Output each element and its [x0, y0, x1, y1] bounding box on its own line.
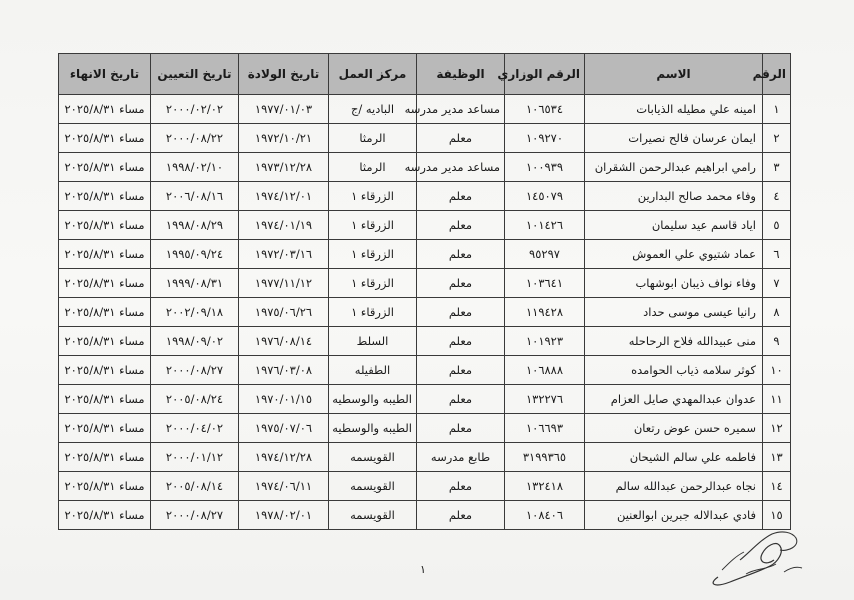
column-header: الرقم [763, 54, 791, 95]
appointment-date-cell: ١٩٩٩/٠٨/٣١ [151, 269, 239, 298]
job-title-cell: معلم [417, 240, 505, 269]
end-date-cell: مساء ٢٠٢٥/٨/٣١ [59, 95, 151, 124]
employee-name-cell: وفاء نواف ذيبان ابوشهاب [585, 269, 763, 298]
ministry-number-cell: ١٠٦٦٩٣ [505, 414, 585, 443]
job-title-cell: معلم [417, 124, 505, 153]
table-body [59, 95, 791, 530]
row-number-cell: ٦ [763, 240, 791, 269]
appointment-date-cell: ١٩٩٨/٠٨/٢٩ [151, 211, 239, 240]
appointment-date-cell: ٢٠٠٥/٠٨/٢٤ [151, 385, 239, 414]
employee-name-cell: رانيا عيسى موسى حداد [585, 298, 763, 327]
row-number-cell: ٣ [763, 153, 791, 182]
end-date-cell: مساء ٢٠٢٥/٨/٣١ [59, 385, 151, 414]
ministry-number-cell: ١٠٨٤٠٦ [505, 501, 585, 530]
job-title-cell: مساعد مدير مدرسه [417, 153, 505, 182]
birth-date-cell: ١٩٧٦/٠٣/٠٨ [239, 356, 329, 385]
end-date-cell: مساء ٢٠٢٥/٨/٣١ [59, 124, 151, 153]
work-center-cell: الزرقاء ١ [329, 240, 417, 269]
work-center-cell: الزرقاء ١ [329, 269, 417, 298]
ministry-number-cell: ١٠٩٢٧٠ [505, 124, 585, 153]
row-number-cell: ١١ [763, 385, 791, 414]
table-row [59, 385, 791, 414]
end-date-cell: مساء ٢٠٢٥/٨/٣١ [59, 298, 151, 327]
employee-name-cell: فاطمه علي سالم الشيحان [585, 443, 763, 472]
work-center-cell: الزرقاء ١ [329, 211, 417, 240]
birth-date-cell: ١٩٧٤/٠١/١٩ [239, 211, 329, 240]
row-number-cell: ١٤ [763, 472, 791, 501]
birth-date-cell: ١٩٧٨/٠٢/٠١ [239, 501, 329, 530]
employee-name-cell: منى عبيدالله فلاح الرحاحله [585, 327, 763, 356]
employee-name-cell: نجاه عبدالرحمن عبدالله سالم [585, 472, 763, 501]
column-header: تاريخ التعيين [151, 54, 239, 95]
end-date-cell: مساء ٢٠٢٥/٨/٣١ [59, 269, 151, 298]
column-header: الرقم الوزاري [505, 54, 585, 95]
table-row [59, 443, 791, 472]
appointment-date-cell: ١٩٩٨/٠٩/٠٢ [151, 327, 239, 356]
birth-date-cell: ١٩٧٢/٠٣/١٦ [239, 240, 329, 269]
column-header: مركز العمل [329, 54, 417, 95]
employee-name-cell: وفاء محمد صالح البدارين [585, 182, 763, 211]
work-center-cell: السلط [329, 327, 417, 356]
end-date-cell: مساء ٢٠٢٥/٨/٣١ [59, 356, 151, 385]
appointment-date-cell: ٢٠٠٠/٠٨/٢٧ [151, 501, 239, 530]
end-date-cell: مساء ٢٠٢٥/٨/٣١ [59, 414, 151, 443]
row-number-cell: ٨ [763, 298, 791, 327]
appointment-date-cell: ٢٠٠٠/٠٨/٢٧ [151, 356, 239, 385]
appointment-date-cell: ٢٠٠٢/٠٩/١٨ [151, 298, 239, 327]
work-center-cell: الطيبه والوسطيه [329, 385, 417, 414]
table-row [59, 124, 791, 153]
header-row [59, 54, 791, 95]
row-number-cell: ٤ [763, 182, 791, 211]
row-number-cell: ١ [763, 95, 791, 124]
birth-date-cell: ١٩٧٤/١٢/٢٨ [239, 443, 329, 472]
job-title-cell: معلم [417, 414, 505, 443]
end-date-cell: مساء ٢٠٢٥/٨/٣١ [59, 182, 151, 211]
birth-date-cell: ١٩٧٣/١٢/٢٨ [239, 153, 329, 182]
appointment-date-cell: ٢٠٠٠/٠٤/٠٢ [151, 414, 239, 443]
work-center-cell: الرمثا [329, 124, 417, 153]
appointment-date-cell: ٢٠٠٠/٠٨/٢٢ [151, 124, 239, 153]
table-row [59, 211, 791, 240]
table-row [59, 327, 791, 356]
job-title-cell: معلم [417, 182, 505, 211]
job-title-cell: معلم [417, 211, 505, 240]
work-center-cell: الطفيله [329, 356, 417, 385]
row-number-cell: ١٢ [763, 414, 791, 443]
employee-name-cell: ايمان عرسان فالح نصيرات [585, 124, 763, 153]
employee-name-cell: رامي ابراهيم عبدالرحمن الشقران [585, 153, 763, 182]
table-row [59, 182, 791, 211]
job-title-cell: معلم [417, 501, 505, 530]
table-row [59, 472, 791, 501]
job-title-cell: معلم [417, 269, 505, 298]
row-number-cell: ٢ [763, 124, 791, 153]
birth-date-cell: ١٩٧٤/٠٦/١١ [239, 472, 329, 501]
employee-name-cell: عدوان عبدالمهدي صايل العزام [585, 385, 763, 414]
row-number-cell: ٧ [763, 269, 791, 298]
ministry-number-cell: ٣١٩٩٣٦٥ [505, 443, 585, 472]
birth-date-cell: ١٩٧٤/١٢/٠١ [239, 182, 329, 211]
row-number-cell: ٩ [763, 327, 791, 356]
ministry-number-cell: ١٤٥٠٧٩ [505, 182, 585, 211]
end-date-cell: مساء ٢٠٢٥/٨/٣١ [59, 240, 151, 269]
appointment-date-cell: ٢٠٠٦/٠٨/١٦ [151, 182, 239, 211]
column-header: الوظيفة [417, 54, 505, 95]
row-number-cell: ١٥ [763, 501, 791, 530]
job-title-cell: معلم [417, 472, 505, 501]
job-title-cell: طابع مدرسه [417, 443, 505, 472]
employee-name-cell: عماد شتيوي علي العموش [585, 240, 763, 269]
appointment-date-cell: ٢٠٠٠/٠١/١٢ [151, 443, 239, 472]
work-center-cell: الباديه /ج [329, 95, 417, 124]
employee-name-cell: كوثر سلامه ذياب الحوامده [585, 356, 763, 385]
work-center-cell: القويسمه [329, 443, 417, 472]
table-row [59, 501, 791, 530]
birth-date-cell: ١٩٧٧/٠١/٠٣ [239, 95, 329, 124]
birth-date-cell: ١٩٧٦/٠٨/١٤ [239, 327, 329, 356]
job-title-cell: معلم [417, 385, 505, 414]
job-title-cell: معلم [417, 327, 505, 356]
appointment-date-cell: ١٩٩٥/٠٩/٢٤ [151, 240, 239, 269]
ministry-number-cell: ١٠٣٦٤١ [505, 269, 585, 298]
table-row [59, 240, 791, 269]
work-center-cell: الرمثا [329, 153, 417, 182]
ministry-number-cell: ٩٥٢٩٧ [505, 240, 585, 269]
row-number-cell: ٥ [763, 211, 791, 240]
ministry-number-cell: ١٠٦٥٣٤ [505, 95, 585, 124]
row-number-cell: ١٠ [763, 356, 791, 385]
work-center-cell: الزرقاء ١ [329, 298, 417, 327]
table-row [59, 298, 791, 327]
end-date-cell: مساء ٢٠٢٥/٨/٣١ [59, 443, 151, 472]
ministry-number-cell: ١٣٢٢٧٦ [505, 385, 585, 414]
appointment-date-cell: ٢٠٠٠/٠٢/٠٢ [151, 95, 239, 124]
table-row [59, 269, 791, 298]
employee-name-cell: امينه علي مطيله الذيابات [585, 95, 763, 124]
row-number-cell: ١٣ [763, 443, 791, 472]
employee-table [58, 53, 791, 530]
ministry-number-cell: ١٠٦٨٨٨ [505, 356, 585, 385]
end-date-cell: مساء ٢٠٢٥/٨/٣١ [59, 472, 151, 501]
appointment-date-cell: ٢٠٠٥/٠٨/١٤ [151, 472, 239, 501]
ministry-number-cell: ١٠١٤٢٦ [505, 211, 585, 240]
birth-date-cell: ١٩٧٧/١١/١٢ [239, 269, 329, 298]
ministry-number-cell: ١٣٢٤١٨ [505, 472, 585, 501]
table-row [59, 414, 791, 443]
job-title-cell: معلم [417, 356, 505, 385]
appointment-date-cell: ١٩٩٨/٠٢/١٠ [151, 153, 239, 182]
job-title-cell: مساعد مدير مدرسه [417, 95, 505, 124]
birth-date-cell: ١٩٧٥/٠٧/٠٦ [239, 414, 329, 443]
work-center-cell: القويسمه [329, 472, 417, 501]
column-header: تاريخ الولادة [239, 54, 329, 95]
employee-name-cell: سميره حسن عوض رتعان [585, 414, 763, 443]
ministry-number-cell: ١٠٠٩٣٩ [505, 153, 585, 182]
end-date-cell: مساء ٢٠٢٥/٨/٣١ [59, 501, 151, 530]
signature-icon [700, 522, 810, 590]
employee-name-cell: فادي عبدالاله جبرين ابوالعنين [585, 501, 763, 530]
work-center-cell: الزرقاء ١ [329, 182, 417, 211]
birth-date-cell: ١٩٧٠/٠١/١٥ [239, 385, 329, 414]
job-title-cell: معلم [417, 298, 505, 327]
work-center-cell: الطيبه والوسطيه [329, 414, 417, 443]
table-row [59, 95, 791, 124]
table-row [59, 153, 791, 182]
page-number: ١ [420, 563, 426, 576]
employee-name-cell: اياد قاسم عيد سليمان [585, 211, 763, 240]
end-date-cell: مساء ٢٠٢٥/٨/٣١ [59, 153, 151, 182]
end-date-cell: مساء ٢٠٢٥/٨/٣١ [59, 327, 151, 356]
ministry-number-cell: ١١٩٤٢٨ [505, 298, 585, 327]
birth-date-cell: ١٩٧٥/٠٦/٢٦ [239, 298, 329, 327]
work-center-cell: القويسمه [329, 501, 417, 530]
birth-date-cell: ١٩٧٢/١٠/٢١ [239, 124, 329, 153]
column-header: تاريخ الانهاء [59, 54, 151, 95]
column-header: الاسم [585, 54, 763, 95]
end-date-cell: مساء ٢٠٢٥/٨/٣١ [59, 211, 151, 240]
table-header [59, 54, 791, 95]
table-row [59, 356, 791, 385]
ministry-number-cell: ١٠١٩٢٣ [505, 327, 585, 356]
